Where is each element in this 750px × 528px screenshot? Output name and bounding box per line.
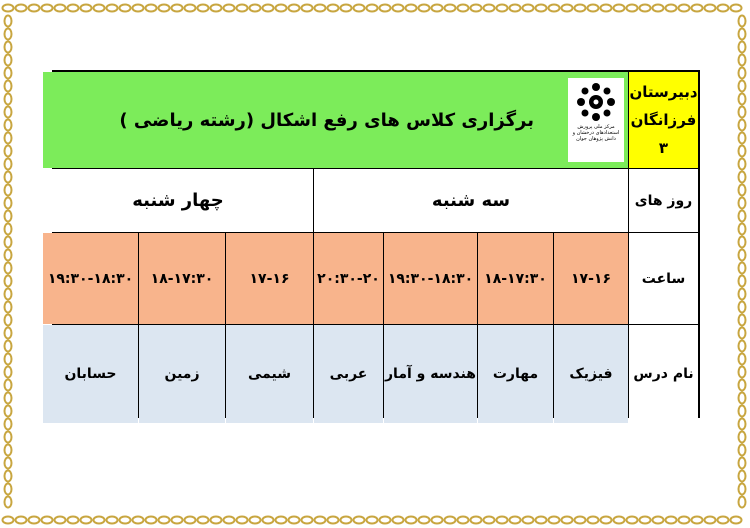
border-ring <box>211 5 222 12</box>
border-ring <box>739 406 746 417</box>
border-ring <box>653 5 664 12</box>
border-ring <box>739 471 746 482</box>
border-ring <box>705 5 716 12</box>
border-ring <box>739 107 746 118</box>
lesson-name: زمین <box>139 325 225 423</box>
border-ring <box>237 517 248 524</box>
lesson-name: عربی <box>314 325 383 423</box>
border-ring <box>575 5 586 12</box>
border-ring <box>341 5 352 12</box>
border-ring <box>601 5 612 12</box>
border-ring <box>146 517 157 524</box>
border-ring <box>5 55 12 66</box>
border-ring <box>484 5 495 12</box>
border-ring <box>367 5 378 12</box>
time-slot: ۲۰:۳۰-۲۰ <box>314 233 383 324</box>
border-ring <box>739 367 746 378</box>
time-slot: ۱۸-۱۷:۳۰ <box>139 233 225 324</box>
border-ring <box>120 517 131 524</box>
border-ring <box>172 517 183 524</box>
border-ring <box>5 497 12 508</box>
border-ring <box>120 5 131 12</box>
time-slot: ۱۷-۱۶ <box>226 233 313 324</box>
border-ring <box>94 517 105 524</box>
border-ring <box>5 406 12 417</box>
border-ring <box>510 5 521 12</box>
border-ring <box>5 419 12 430</box>
border-ring <box>653 517 664 524</box>
border-ring <box>5 120 12 131</box>
border-ring <box>705 517 716 524</box>
border-ring <box>5 16 12 27</box>
border-ring <box>5 315 12 326</box>
border-ring <box>5 94 12 105</box>
border-ring <box>289 517 300 524</box>
border-ring <box>640 517 651 524</box>
time-slot: ۱۷-۱۶ <box>554 233 628 324</box>
border-ring <box>354 517 365 524</box>
border-ring <box>5 81 12 92</box>
logo-caption: مرکز ملی پرورش استعدادهای درخشان و دانش پژوهان جوان <box>572 124 620 142</box>
border-ring <box>739 224 746 235</box>
border-ring <box>739 302 746 313</box>
border-ring <box>263 5 274 12</box>
border-ring <box>5 146 12 157</box>
border-ring <box>432 517 443 524</box>
border-ring <box>739 211 746 222</box>
border-ring <box>354 5 365 12</box>
border-ring <box>679 517 690 524</box>
border-ring <box>666 5 677 12</box>
border-ring <box>739 484 746 495</box>
border-ring <box>5 42 12 53</box>
border-ring <box>146 5 157 12</box>
border-ring <box>5 250 12 261</box>
border-ring <box>739 419 746 430</box>
border-ring <box>739 276 746 287</box>
border-ring <box>5 276 12 287</box>
border-ring <box>250 517 261 524</box>
border-ring <box>731 517 742 524</box>
border-ring <box>739 237 746 248</box>
border-ring <box>263 517 274 524</box>
border-ring <box>5 211 12 222</box>
border-ring <box>575 517 586 524</box>
border-ring <box>5 432 12 443</box>
border-ring <box>341 517 352 524</box>
border-ring <box>94 5 105 12</box>
border-ring <box>471 517 482 524</box>
border-ring <box>739 328 746 339</box>
border-ring <box>315 5 326 12</box>
logo-emblem-icon <box>576 82 616 122</box>
border-ring <box>3 5 14 12</box>
border-ring <box>5 484 12 495</box>
lesson-name: شیمی <box>226 325 313 423</box>
border-ring <box>588 5 599 12</box>
border-ring <box>536 5 547 12</box>
border-ring <box>380 5 391 12</box>
border-ring <box>739 185 746 196</box>
border-ring <box>133 5 144 12</box>
border-ring <box>445 517 456 524</box>
border-ring <box>739 250 746 261</box>
border-ring <box>276 5 287 12</box>
border-ring <box>159 517 170 524</box>
day-tuesday: سه شنبه <box>314 169 628 232</box>
lesson-name: فیزیک <box>554 325 628 423</box>
border-ring <box>198 517 209 524</box>
border-ring <box>328 517 339 524</box>
border-ring <box>549 517 560 524</box>
border-ring <box>497 517 508 524</box>
border-ring <box>739 81 746 92</box>
border-ring <box>380 517 391 524</box>
border-ring <box>406 517 417 524</box>
border-ring <box>718 517 729 524</box>
border-ring <box>484 517 495 524</box>
border-ring <box>739 380 746 391</box>
border-ring <box>5 471 12 482</box>
border-ring <box>739 29 746 40</box>
border-ring <box>5 458 12 469</box>
border-ring <box>5 354 12 365</box>
border-ring <box>739 315 746 326</box>
school-name-line1: دبیرستان <box>629 83 698 101</box>
border-ring <box>5 380 12 391</box>
border-ring <box>42 517 53 524</box>
border-ring <box>614 5 625 12</box>
border-ring <box>159 5 170 12</box>
border-ring <box>739 341 746 352</box>
time-slot: ۱۸-۱۷:۳۰ <box>478 233 553 324</box>
border-ring <box>739 432 746 443</box>
border-ring <box>367 517 378 524</box>
border-ring <box>739 16 746 27</box>
border-ring <box>739 393 746 404</box>
border-ring <box>419 517 430 524</box>
border-ring <box>81 517 92 524</box>
border-ring <box>211 517 222 524</box>
row-label-days: روز های <box>629 169 698 232</box>
border-ring <box>5 133 12 144</box>
border-ring <box>55 517 66 524</box>
border-ring <box>315 517 326 524</box>
border-ring <box>739 68 746 79</box>
border-ring <box>692 517 703 524</box>
row-label-hours: ساعت <box>629 233 698 324</box>
border-ring <box>68 517 79 524</box>
border-ring <box>224 5 235 12</box>
lesson-name: حسابان <box>43 325 138 423</box>
border-ring <box>731 5 742 12</box>
border-ring <box>29 517 40 524</box>
border-ring <box>289 5 300 12</box>
border-ring <box>133 517 144 524</box>
border-ring <box>68 5 79 12</box>
border-ring <box>601 517 612 524</box>
border-ring <box>5 198 12 209</box>
border-ring <box>562 5 573 12</box>
border-ring <box>627 517 638 524</box>
border-ring <box>497 5 508 12</box>
border-ring <box>5 159 12 170</box>
border-ring <box>718 5 729 12</box>
border-ring <box>739 146 746 157</box>
border-ring <box>739 263 746 274</box>
border-ring <box>393 5 404 12</box>
border-ring <box>627 5 638 12</box>
border-ring <box>5 29 12 40</box>
border-ring <box>5 445 12 456</box>
border-ring <box>5 185 12 196</box>
border-ring <box>302 517 313 524</box>
schedule-table <box>47 70 700 418</box>
border-ring <box>185 517 196 524</box>
lesson-name: مهارت <box>478 325 553 423</box>
border-ring <box>739 133 746 144</box>
organization-logo <box>568 78 624 162</box>
day-wednesday: چهار شنبه <box>43 169 313 232</box>
border-ring <box>739 55 746 66</box>
border-ring <box>328 5 339 12</box>
header-banner <box>43 72 628 168</box>
border-ring <box>739 172 746 183</box>
border-ring <box>5 224 12 235</box>
border-ring <box>739 198 746 209</box>
border-ring <box>523 517 534 524</box>
border-ring <box>5 367 12 378</box>
border-ring <box>739 458 746 469</box>
border-ring <box>666 517 677 524</box>
border-ring <box>16 5 27 12</box>
border-ring <box>471 5 482 12</box>
border-ring <box>81 5 92 12</box>
border-ring <box>739 354 746 365</box>
border-ring <box>29 5 40 12</box>
border-ring <box>739 94 746 105</box>
border-ring <box>406 5 417 12</box>
border-ring <box>5 107 12 118</box>
border-ring <box>445 5 456 12</box>
border-ring <box>16 517 27 524</box>
row-label-lesson: نام درس <box>629 325 698 423</box>
border-ring <box>276 517 287 524</box>
border-ring <box>588 517 599 524</box>
border-ring <box>679 5 690 12</box>
lesson-name: هندسه و آمار <box>384 325 477 423</box>
border-ring <box>5 341 12 352</box>
border-ring <box>250 5 261 12</box>
border-ring <box>640 5 651 12</box>
time-slot: ۱۹:۳۰-۱۸:۳۰ <box>384 233 477 324</box>
border-ring <box>510 517 521 524</box>
border-ring <box>562 517 573 524</box>
border-ring <box>536 517 547 524</box>
border-ring <box>739 497 746 508</box>
border-ring <box>5 263 12 274</box>
border-ring <box>5 172 12 183</box>
page-title: برگزاری کلاس های رفع اشکال (رشته ریاضی ) <box>119 109 534 131</box>
border-ring <box>42 5 53 12</box>
border-ring <box>5 393 12 404</box>
school-name-line2: فرزانگان ۳ <box>630 111 697 157</box>
border-ring <box>198 5 209 12</box>
border-ring <box>393 517 404 524</box>
border-ring <box>614 517 625 524</box>
border-ring <box>107 517 118 524</box>
border-ring <box>185 5 196 12</box>
border-ring <box>237 5 248 12</box>
border-ring <box>55 5 66 12</box>
border-ring <box>5 328 12 339</box>
border-ring <box>739 445 746 456</box>
border-ring <box>419 5 430 12</box>
border-ring <box>172 5 183 12</box>
time-slot: ۱۹:۳۰-۱۸:۳۰ <box>43 233 138 324</box>
border-ring <box>739 42 746 53</box>
border-ring <box>458 5 469 12</box>
school-name <box>629 72 698 168</box>
border-ring <box>692 5 703 12</box>
border-ring <box>107 5 118 12</box>
border-ring <box>5 289 12 300</box>
border-ring <box>3 517 14 524</box>
border-ring <box>432 5 443 12</box>
border-ring <box>549 5 560 12</box>
border-ring <box>224 517 235 524</box>
border-ring <box>302 5 313 12</box>
border-ring <box>739 159 746 170</box>
border-ring <box>739 289 746 300</box>
border-ring <box>458 517 469 524</box>
border-ring <box>5 68 12 79</box>
border-ring <box>739 120 746 131</box>
border-ring <box>5 237 12 248</box>
border-ring <box>5 302 12 313</box>
border-ring <box>523 5 534 12</box>
